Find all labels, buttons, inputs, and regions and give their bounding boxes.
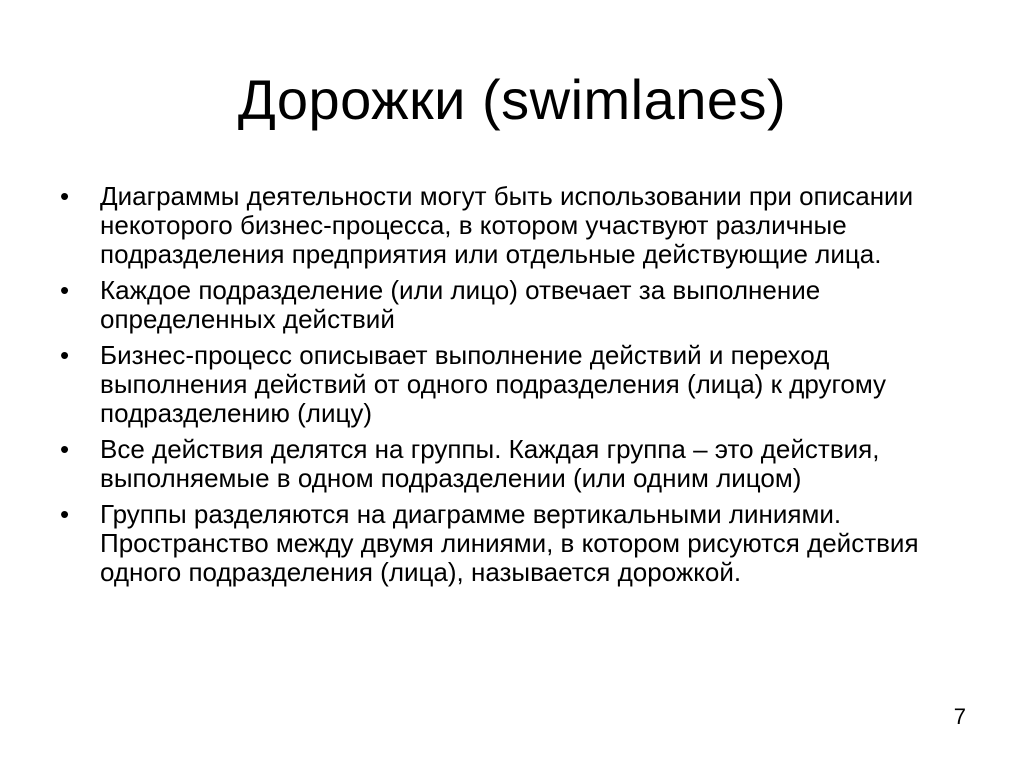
bullet-mark: • [60, 499, 70, 529]
bullet-mark: • [60, 181, 70, 211]
bullet-text-4: Все действия делятся на группы. Каждая группа – это действия, выполняемые в одном подразделении (или одним лицом) [100, 434, 880, 493]
bullet-item-2 [60, 276, 970, 334]
page-number: 7 [953, 704, 966, 729]
bullet-list [60, 182, 970, 594]
bullet-mark: • [60, 340, 70, 370]
bullet-text-2: Каждое подразделение (или лицо) отвечает за выполнение определенных действий [100, 275, 821, 334]
bullet-text-5: Группы разделяются на диаграмме вертикальными линиями. Пространство между двумя линиями, в котором рисуются действия одного подразделения (лица), называется дорожкой. [100, 499, 919, 587]
bullet-item-1 [60, 182, 970, 269]
bullet-item-4 [60, 435, 970, 493]
bullet-item-5 [60, 500, 970, 587]
bullet-mark: • [60, 434, 70, 464]
bullet-text-3: Бизнес-процесс описывает выполнение действий и переход выполнения действий от одного подразделения (лица) к другому подразделению (лицу) [100, 340, 887, 428]
bullet-mark: • [60, 275, 70, 305]
bullet-item-3 [60, 341, 970, 428]
slide-title: Дорожки (swimlanes) [237, 68, 787, 131]
bullet-text-1: Диаграммы деятельности могут быть использовании при описании некоторого бизнес-процесса, в котором участвуют различные подразделения предприятия или отдельные действующие лица. [100, 181, 914, 269]
